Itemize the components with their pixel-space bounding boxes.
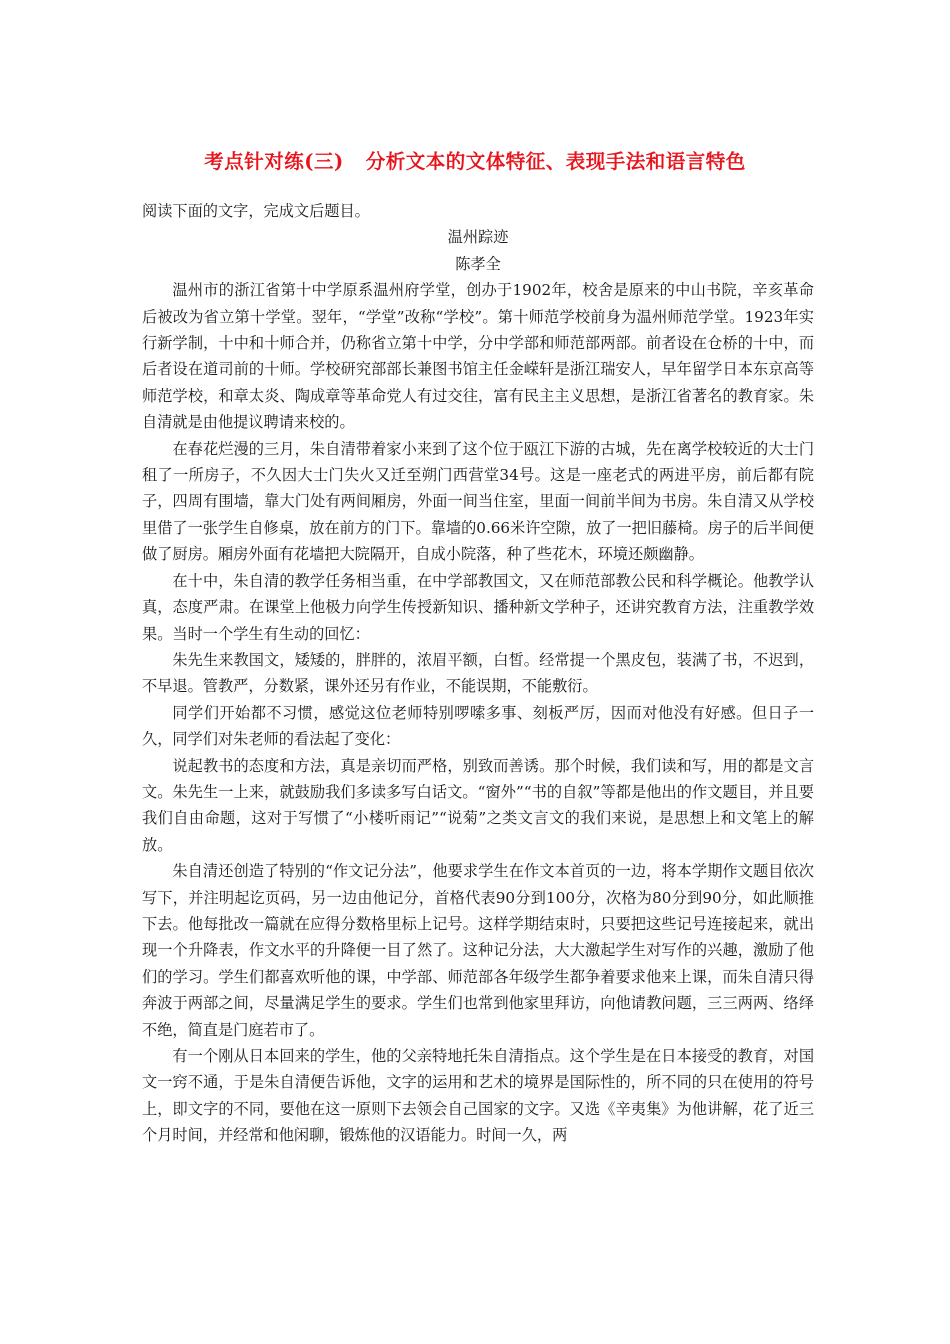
quote-paragraph: 说起教书的态度和方法，真是亲切而严格，别致而善诱。那个时候，我们读和写，用的都是文言文。朱先生一上来，就鼓励我们多读多写白话文。“窗外”“书的自叙”等都是他出的作文题目，并且要我们自由命题，这对于写惯了“小楼听雨记”“说菊”之类文言文的我们来说，是思想上和文笔上的解放。 [142,756,814,854]
paragraph: 同学们开始都不习惯，感觉这位老师特别啰嗦多事、刻板严厉，因而对他没有好感。但日子一久，同学们对朱老师的看法起了变化： [142,703,814,749]
article-title: 温州踪迹 [447,228,509,247]
paragraph: 在十中，朱自清的教学任务相当重，在中学部教国文，又在师范部教公民和科学概论。他教学认真，态度严肃。在课堂上他极力向学生传授新知识、播种新文学种子，还讲究教育方法，注重教学效果。当时一个学生有生动的回忆： [142,571,814,643]
article-author: 陈孝全 [455,254,501,273]
paragraph: 朱自清还创造了特别的“作文记分法”，他要求学生在作文本首页的一边，将本学期作文题目依次写下，并注明起讫页码，另一边由他记分，首格代表90分到100分，次格为80分到90分，如此顺推下去。他每批改一篇就在应得分数格里标上记号。这样学期结束时，只要把这些记号连接起来，就出现一个升降表，作文水平的升降便一目了然了。这种记分法，大大激起学生对写作的兴趣，激励了他们的学习。学生们都喜欢听他的课，中学部、师范部各年级学生都争着要求他来上课，而朱自清只得奔波于两部之间，尽量满足学生的要求。学生们也常到他家里拜访，向他请教问题，三三两两、络绎不绝，简直是门庭若市了。 [142,862,814,1039]
title-part-1: 考点针对练(三) [204,150,344,173]
paragraph: 温州市的浙江省第十中学原系温州府学堂，创办于1902年，校舍是原来的中山书院，辛亥革命后被改为省立第十学堂。翌年，“学堂”改称“学校”。第十师范学校前身为温州师范学堂。1923年实行新学制，十中和十师合并，仍称省立第十中学，分中学部和师范部两部。前者设在仓桥的十中，而后者设在道司前的十师。学校研究部部长兼图书馆主任金嵘轩是浙江瑞安人，早年留学日本东京高等师范学校，和章太炎、陶成章等革命党人有过交往，富有民主主义思想，是浙江省著名的教育家。朱自清就是由他提议聘请来校的。 [142,281,814,432]
title-part-2: 分析文本的文体特征、表现手法和语言特色 [365,150,746,173]
quote-paragraph: 朱先生来教国文，矮矮的，胖胖的，浓眉平额，白皙。经常提一个黑皮包，装满了书，不迟到，不早退。管教严，分数紧，课外还另有作业，不能误期，不能敷衍。 [142,650,814,696]
paragraph: 在春花烂漫的三月，朱自清带着家小来到了这个位于瓯江下游的古城，先在离学校较近的大士门租了一所房子，不久因大士门失火又迁至朔门西营堂34号。这是一座老式的两进平房，前后都有院子，四周有围墙，靠大门处有两间厢房，外面一间当住室，里面一间前半间为书房。朱自清又从学校里借了一张学生自修桌，放在前方的门下。靠墙的0.66米许空隙，放了一把旧藤椅。房子的后半间便做了厨房。厢房外面有花墙把大院隔开，自成小院落，种了些花木，环境还颇幽静。 [142,439,814,564]
document-title [0,146,950,174]
paragraph: 有一个刚从日本回来的学生，他的父亲特地托朱自清指点。这个学生是在日本接受的教育，对国文一窍不通，于是朱自清便告诉他，文字的运用和艺术的境界是国际性的，所不同的只在使用的符号上，即文字的不同，要他在这一原则下去领会自己国家的文字。又选《辛夷集》为他讲解，花了近三个月时间，并经常和他闲聊，锻炼他的汉语能力。时间一久，两 [142,1047,814,1145]
instruction-text: 阅读下面的文字，完成文后题目。 [142,202,370,220]
document-body [142,198,814,1149]
